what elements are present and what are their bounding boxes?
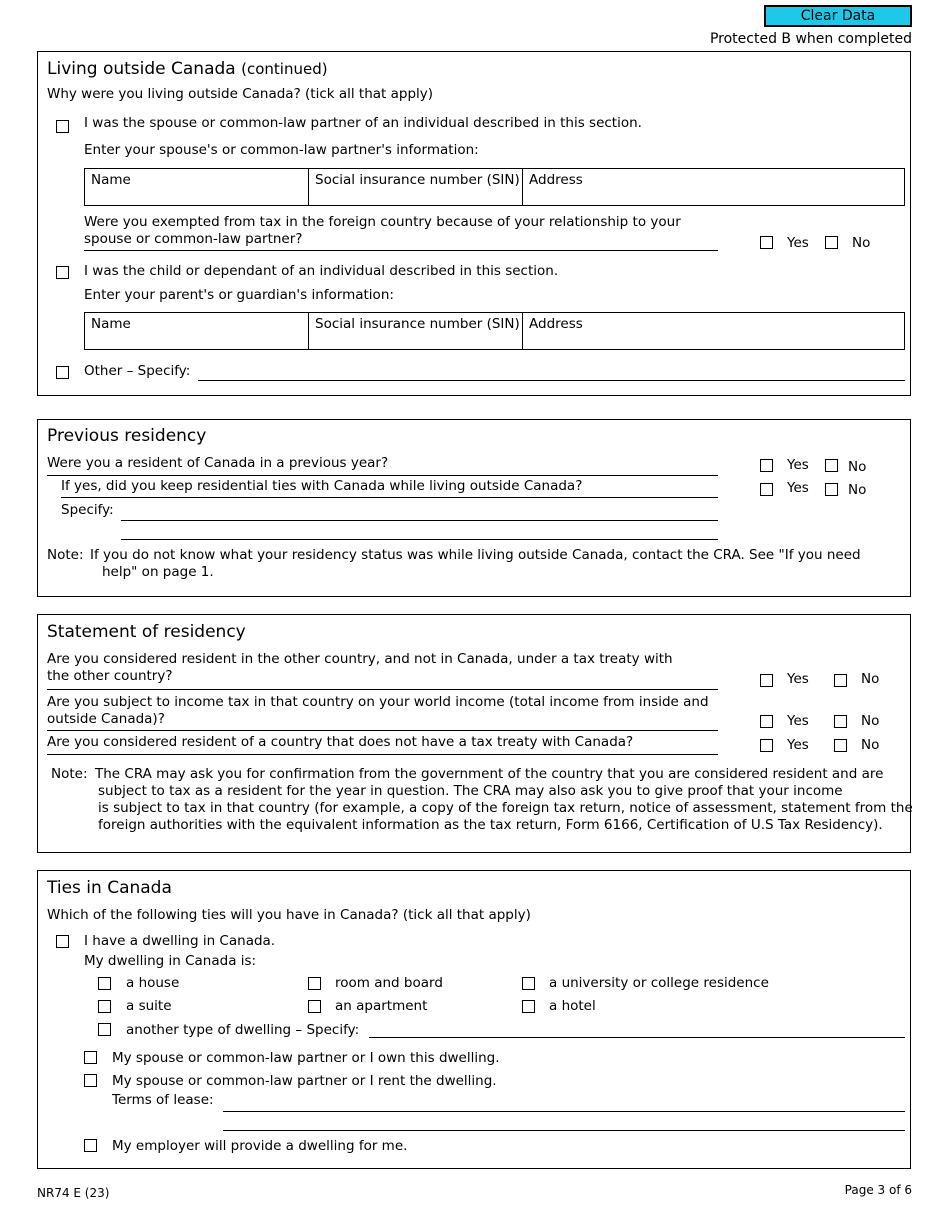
stmt-q2-yes-label: Yes xyxy=(787,713,809,729)
other-dwelling-label: another type of dwelling – Specify: xyxy=(126,1022,360,1038)
statement-q2-rule xyxy=(47,730,718,731)
stmt-q3-no-checkbox[interactable] xyxy=(834,739,847,752)
spouse-name-field[interactable] xyxy=(85,169,309,205)
suite-label: a suite xyxy=(126,998,172,1014)
room-board-checkbox[interactable] xyxy=(308,977,321,990)
spouse-address-field[interactable] xyxy=(523,169,904,205)
other-specify-input[interactable] xyxy=(198,380,905,381)
stmt-q2-yes-checkbox[interactable] xyxy=(760,715,773,728)
statement-q1-line1: Are you considered resident in the other country, and not in Canada, under a tax treaty with xyxy=(47,651,673,667)
statement-q2-line2: outside Canada)? xyxy=(47,711,165,727)
dwelling-label: I have a dwelling in Canada. xyxy=(84,933,276,949)
house-label: a house xyxy=(126,975,180,991)
house-checkbox[interactable] xyxy=(98,977,111,990)
spouse-checkbox[interactable] xyxy=(56,120,69,133)
spouse-sin-field[interactable] xyxy=(309,169,523,205)
section-title: Previous residency xyxy=(47,426,207,446)
protected-b-label: Protected B when completed xyxy=(709,31,912,47)
col-name-label: Name xyxy=(91,172,131,188)
ties-question: Which of the following ties will you have in Canada? (tick all that apply) xyxy=(47,907,531,923)
clear-data-button[interactable]: Clear Data xyxy=(764,5,912,27)
parent-name-field[interactable] xyxy=(85,313,309,349)
terms-of-lease-input-1[interactable] xyxy=(223,1111,905,1112)
other-dwelling-input[interactable] xyxy=(369,1037,905,1038)
apartment-label: an apartment xyxy=(335,998,428,1014)
exempt-no-label: No xyxy=(852,235,871,251)
section-previous-residency xyxy=(37,419,911,597)
suite-checkbox[interactable] xyxy=(98,1000,111,1013)
stmt-q2-no-label: No xyxy=(861,713,880,729)
page-number: Page 3 of 6 xyxy=(844,1183,912,1197)
parent-info-label: Enter your parent's or guardian's information: xyxy=(84,287,394,303)
prev-q1-yes-checkbox[interactable] xyxy=(760,459,773,472)
hotel-label: a hotel xyxy=(549,998,596,1014)
terms-of-lease-label: Terms of lease: xyxy=(112,1092,214,1108)
col-address-label: Address xyxy=(529,316,583,332)
exempt-yes-label: Yes xyxy=(787,235,809,251)
statement-note-line1: The CRA may ask you for confirmation from the government of the country that you are considered resident and are xyxy=(95,766,884,782)
parent-sin-field[interactable] xyxy=(309,313,523,349)
statement-note-line2: subject to tax as a resident for the year in question. The CRA may also ask you to give proof that your income xyxy=(98,783,843,799)
section-title-suffix: (continued) xyxy=(241,60,328,78)
statement-q2-line1: Are you subject to income tax in that country on your world income (total income from inside and xyxy=(47,694,709,710)
previous-note-label: Note: xyxy=(47,547,84,563)
spouse-info-label: Enter your spouse's or common-law partner's information: xyxy=(84,142,479,158)
parent-info-table xyxy=(84,312,905,350)
other-specify-label: Other – Specify: xyxy=(84,363,191,379)
spouse-option-label: I was the spouse or common-law partner of an individual described in this section. xyxy=(84,115,642,131)
section-title: Ties in Canada xyxy=(47,878,172,898)
university-checkbox[interactable] xyxy=(522,977,535,990)
parent-address-field[interactable] xyxy=(523,313,904,349)
section-title xyxy=(47,59,328,79)
dwelling-checkbox[interactable] xyxy=(56,935,69,948)
spouse-info-table xyxy=(84,168,905,206)
stmt-q1-no-label: No xyxy=(861,671,880,687)
previous-q2: If yes, did you keep residential ties with Canada while living outside Canada? xyxy=(61,478,583,494)
child-checkbox[interactable] xyxy=(56,266,69,279)
statement-q1-rule xyxy=(47,689,718,690)
previous-q2-rule xyxy=(61,497,718,498)
col-name-label: Name xyxy=(91,316,131,332)
own-dwelling-label: My spouse or common-law partner or I own this dwelling. xyxy=(112,1050,500,1066)
prev-q2-yes-label: Yes xyxy=(787,480,809,496)
living-question: Why were you living outside Canada? (tick all that apply) xyxy=(47,86,434,102)
child-option-label: I was the child or dependant of an individual described in this section. xyxy=(84,263,559,279)
room-board-label: room and board xyxy=(335,975,443,991)
exempt-yes-checkbox[interactable] xyxy=(760,236,773,249)
statement-note-line4: foreign authorities with the equivalent information as the tax return, Form 6166, Certification of U.S Tax Residency). xyxy=(98,817,883,833)
col-address-label: Address xyxy=(529,172,583,188)
stmt-q1-yes-label: Yes xyxy=(787,671,809,687)
col-sin-label: Social insurance number (SIN) xyxy=(315,316,520,332)
section-living-outside-canada xyxy=(37,51,911,396)
section-statement-of-residency xyxy=(37,614,911,853)
stmt-q3-no-label: No xyxy=(861,737,880,753)
form-id: NR74 E (23) xyxy=(37,1186,110,1200)
section-ties-in-canada xyxy=(37,870,911,1169)
terms-of-lease-input-2[interactable] xyxy=(223,1130,905,1131)
hotel-checkbox[interactable] xyxy=(522,1000,535,1013)
prev-q2-no-label: No xyxy=(848,482,867,498)
previous-specify-input-2[interactable] xyxy=(121,539,718,540)
dwelling-is-label: My dwelling in Canada is: xyxy=(84,953,257,969)
apartment-checkbox[interactable] xyxy=(308,1000,321,1013)
exempt-no-checkbox[interactable] xyxy=(825,236,838,249)
section-title-text: Living outside Canada xyxy=(47,59,236,79)
previous-q1: Were you a resident of Canada in a previous year? xyxy=(47,455,389,471)
statement-q1-line2: the other country? xyxy=(47,668,173,684)
employer-dwelling-checkbox[interactable] xyxy=(84,1139,97,1152)
previous-note-line2: help" on page 1. xyxy=(102,564,214,580)
rent-dwelling-checkbox[interactable] xyxy=(84,1074,97,1087)
other-checkbox[interactable] xyxy=(56,366,69,379)
stmt-q1-yes-checkbox[interactable] xyxy=(760,674,773,687)
previous-q1-rule xyxy=(47,475,718,476)
other-dwelling-checkbox[interactable] xyxy=(98,1023,111,1036)
stmt-q3-yes-checkbox[interactable] xyxy=(760,739,773,752)
section-title: Statement of residency xyxy=(47,622,246,642)
prev-q2-no-checkbox[interactable] xyxy=(825,483,838,496)
stmt-q2-no-checkbox[interactable] xyxy=(834,715,847,728)
prev-q1-yes-label: Yes xyxy=(787,457,809,473)
previous-specify-input-1[interactable] xyxy=(121,520,718,521)
exempt-question-rule xyxy=(84,250,718,251)
university-label: a university or college residence xyxy=(549,975,769,991)
exempt-question-line2: spouse or common-law partner? xyxy=(84,231,303,247)
previous-note-line1: If you do not know what your residency status was while living outside Canada, contact the CRA. See "If you need xyxy=(90,547,861,563)
prev-q1-no-checkbox[interactable] xyxy=(825,459,838,472)
stmt-q3-yes-label: Yes xyxy=(787,737,809,753)
own-dwelling-checkbox[interactable] xyxy=(84,1051,97,1064)
rent-dwelling-label: My spouse or common-law partner or I rent the dwelling. xyxy=(112,1073,497,1089)
statement-note-label: Note: xyxy=(51,766,88,782)
exempt-question-line1: Were you exempted from tax in the foreign country because of your relationship to your xyxy=(84,214,681,230)
statement-q3-rule xyxy=(47,754,718,755)
employer-dwelling-label: My employer will provide a dwelling for me. xyxy=(112,1138,408,1154)
stmt-q1-no-checkbox[interactable] xyxy=(834,674,847,687)
statement-note-line3: is subject to tax in that country (for example, a copy of the foreign tax return, notice of assessment, statement from the xyxy=(98,800,913,816)
statement-q3: Are you considered resident of a country that does not have a tax treaty with Canada? xyxy=(47,734,634,750)
col-sin-label: Social insurance number (SIN) xyxy=(315,172,520,188)
prev-q2-yes-checkbox[interactable] xyxy=(760,483,773,496)
previous-specify-label: Specify: xyxy=(61,502,114,518)
prev-q1-no-label: No xyxy=(848,459,867,475)
